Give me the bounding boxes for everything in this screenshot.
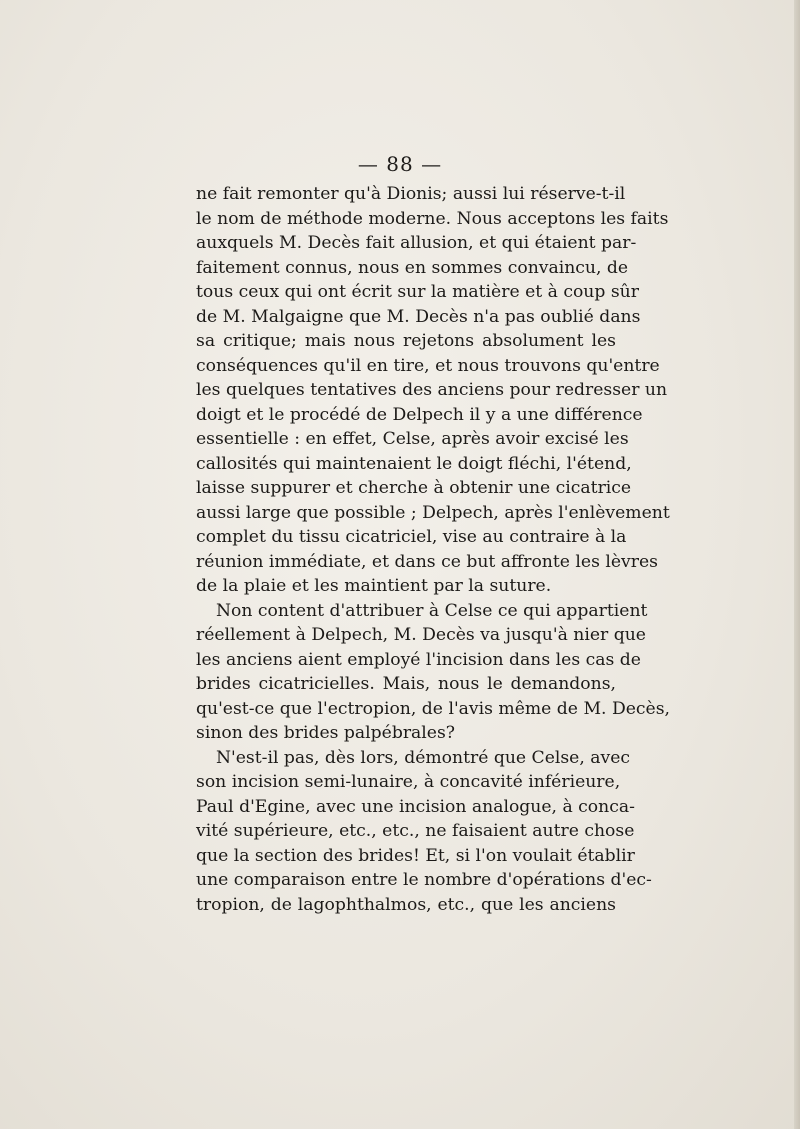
text-line: faitement connus, nous en sommes convaincu, de (196, 257, 629, 278)
text-line: une comparaison entre le nombre d'opérations d'ec- (196, 870, 652, 890)
paragraph-start-line: Non content d'attribuer à Celse ce qui appartient (216, 600, 648, 621)
text-line: conséquences qu'il en tire, et nous trouvons qu'entre (196, 355, 660, 376)
text-line: les anciens aient employé l'incision dans les cas de (196, 649, 641, 670)
text-line: de M. Malgaigne que M. Decès n'a pas oublié dans (196, 306, 641, 327)
text-line: complet du tissu cicatriciel, vise au contraire à la (196, 527, 627, 547)
text-line: doigt et le procédé de Delpech il y a une différence (196, 404, 643, 425)
text-line: sa critique; mais nous rejetons absolument les (196, 331, 616, 351)
paragraph-end-line: sinon des brides palpébrales? (196, 723, 455, 743)
text-line: le nom de méthode moderne. Nous acceptons les faits (196, 208, 669, 229)
text-line: tropion, de lagophthalmos, etc., que les anciens (196, 894, 616, 915)
text-line: ne fait remonter qu'à Dionis; aussi lui réserve-t-il (196, 184, 626, 204)
body-text (196, 182, 670, 917)
page-number: — 88 — (357, 152, 443, 176)
text-line: aussi large que possible ; Delpech, après l'enlèvement (196, 502, 670, 523)
text-line: essentielle : en effet, Celse, après avoir excisé les (196, 429, 629, 449)
text-line: auxquels M. Decès fait allusion, et qui étaient par- (196, 233, 637, 253)
text-line: brides cicatricielles. Mais, nous le demandons, (196, 674, 616, 694)
text-line: que la section des brides! Et, si l'on voulait établir (196, 845, 635, 866)
text-line: Paul d'Egine, avec une incision analogue, à conca- (196, 796, 635, 817)
paragraph-start-line: N'est-il pas, dès lors, démontré que Celse, avec (216, 747, 631, 768)
text-line: qu'est-ce que l'ectropion, de l'avis même de M. Decès, (196, 698, 670, 719)
text-line: réunion immédiate, et dans ce but affronte les lèvres (196, 551, 658, 572)
text-line: vité supérieure, etc., etc., ne faisaient autre chose (196, 821, 635, 841)
paragraph-end-line: de la plaie et les maintient par la suture. (196, 576, 552, 596)
text-line: les quelques tentatives des anciens pour redresser un (196, 380, 668, 400)
text-line: laisse suppurer et cherche à obtenir une cicatrice (196, 478, 632, 498)
text-line: son incision semi-lunaire, à concavité inférieure, (196, 772, 621, 792)
text-line: réellement à Delpech, M. Decès va jusqu'à nier que (196, 625, 646, 645)
text-line: callosités qui maintenaient le doigt fléchi, l'étend, (196, 453, 632, 474)
text-line: tous ceux qui ont écrit sur la matière et à coup sûr (196, 282, 639, 302)
